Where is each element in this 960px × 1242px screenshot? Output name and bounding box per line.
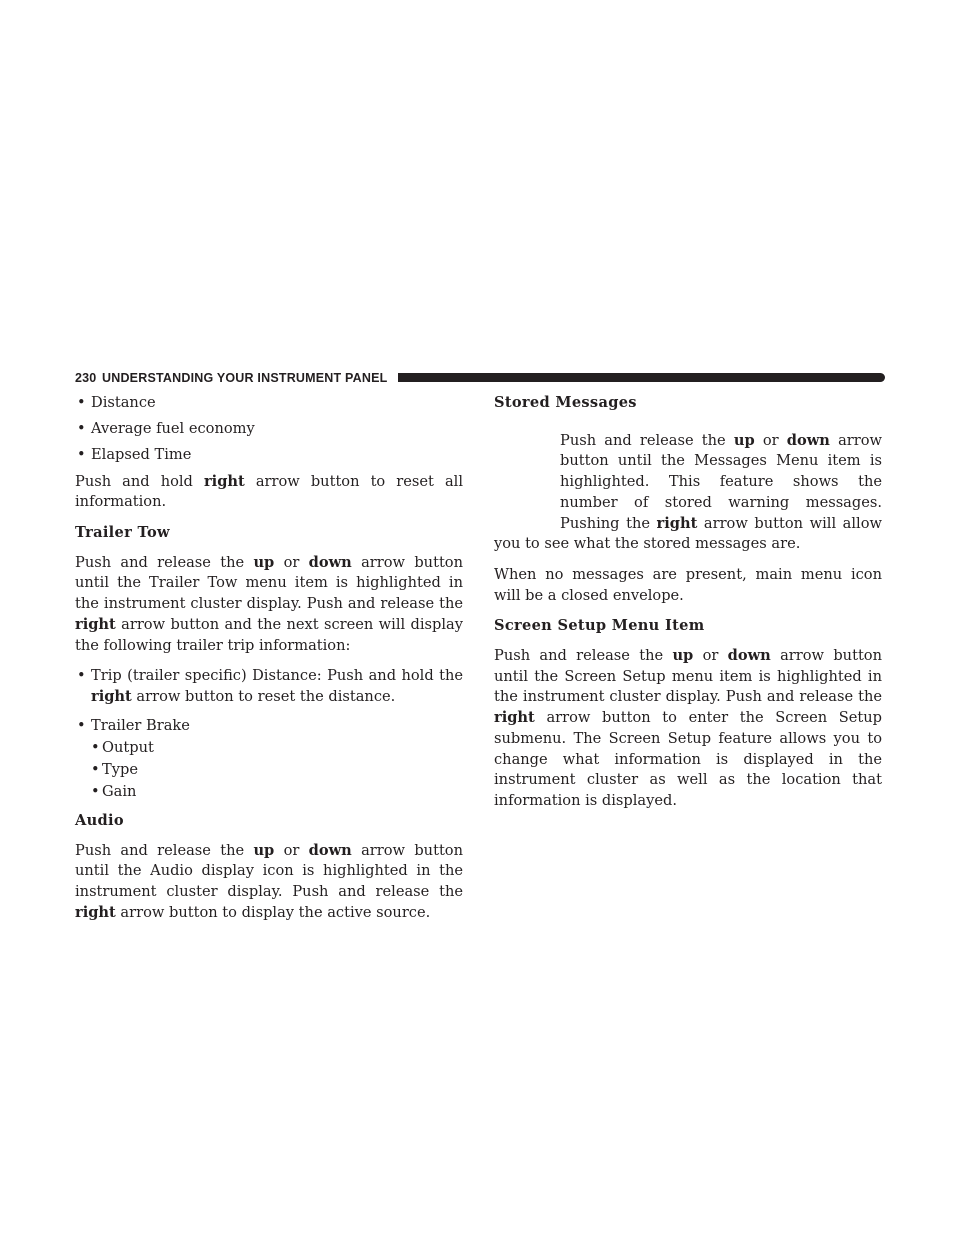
reset-paragraph: Push and hold right arrow button to reset all information. (75, 472, 463, 511)
sub-list-item: • Output (75, 738, 463, 759)
stored-messages-icon-placeholder (494, 431, 560, 531)
stored-messages-heading: Stored Messages (494, 394, 637, 411)
list-item: • Elapsed Time (75, 445, 463, 466)
bullet-glyph: • (77, 716, 86, 734)
audio-heading: Audio (75, 811, 124, 829)
list-item: • Average fuel economy (75, 419, 463, 440)
no-messages-paragraph: When no messages are present, main menu icon will be a closed envelope. (494, 565, 882, 604)
stored-messages-paragraph: Push and release the up or down arrow button until the Messages Menu item is highlighted. This feature shows the number of stored warning messages. Pushing the right arrow button will allow you to see what the stored messages are. (494, 431, 883, 553)
page-number: 230 (75, 371, 97, 385)
screen-setup-paragraph: Push and release the up or down arrow button until the Screen Setup menu item is highlighted in the instrument cluster display. Push and release the right arrow button to enter the Screen Setup submenu. The Screen Setup feature allows you to change what information is displayed in the instrument cluster as well as the location that information is displayed. (494, 647, 882, 809)
header-rule (398, 373, 885, 382)
sub-list-item: • Gain (75, 782, 463, 803)
sub-list-item: • Type (75, 760, 463, 781)
bullet-glyph: • (91, 761, 100, 779)
bullet-glyph: • (77, 394, 86, 411)
page-header (75, 370, 885, 386)
bullet-glyph: • (77, 667, 86, 685)
audio-paragraph: Push and release the up or down arrow button until the Audio display icon is highlighted in the instrument cluster display. Push and release the right arrow button to display the active source. (75, 841, 463, 921)
bullet-glyph: • (91, 738, 100, 756)
list-item: • Trip (trailer specific) Distance: Push and hold the right arrow button to reset the distance. (77, 667, 463, 705)
list-item: • Trailer Brake (75, 716, 463, 737)
section-title: UNDERSTANDING YOUR INSTRUMENT PANEL (102, 371, 388, 385)
trailer-tow-paragraph: Push and release the up or down arrow button until the Trailer Tow menu item is highlighted in the instrument cluster display. Push and release the right arrow button and the next screen will display the following trailer trip information: (75, 553, 463, 654)
list-item: • Distance (75, 393, 463, 414)
trailer-tow-heading: Trailer Tow (75, 524, 170, 542)
bullet-glyph: • (77, 446, 86, 464)
bullet-glyph: • (91, 783, 100, 801)
screen-setup-heading: Screen Setup Menu Item (494, 617, 705, 635)
bullet-glyph: • (77, 420, 86, 438)
left-column (75, 393, 463, 933)
right-column (494, 393, 882, 822)
